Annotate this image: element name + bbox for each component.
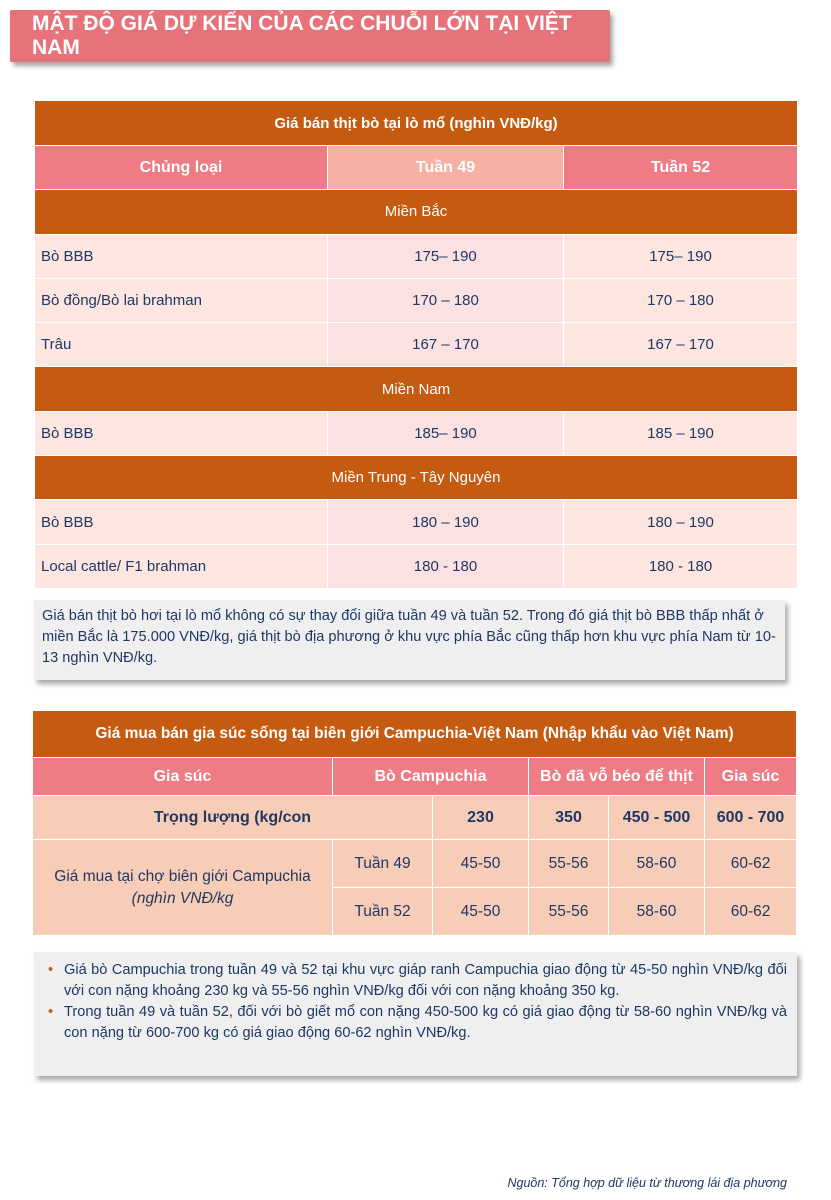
weight-value: 450 - 500 xyxy=(609,796,705,840)
note-bullet: • Trong tuần 49 và tuần 52, đối với bò giết mổ con nặng 450-500 kg có giá giao động từ 58-60 nghìn VNĐ/kg và con nặng từ 600-700 kg có giá giao động 60-62 nghìn VNĐ/kg. xyxy=(44,1002,787,1044)
column-header-week49: Tuần 49 xyxy=(328,146,564,190)
price-label-cell xyxy=(33,840,333,936)
price-value: 60-62 xyxy=(705,888,797,936)
note-bullet-list xyxy=(44,960,787,1044)
page-title-banner xyxy=(10,10,610,62)
cattle-type: Bò đồng/Bò lai brahman xyxy=(35,278,328,322)
region-row xyxy=(35,190,798,234)
price-value: 45-50 xyxy=(433,840,529,888)
border-cattle-price-table xyxy=(32,710,797,936)
note-text: Giá bán thịt bò hơi tại lò mổ không có sự thay đổi giữa tuần 49 và tuần 52. Trong đó giá thịt bò BBB thấp nhất ở miền Bắc là 175.000 VNĐ/kg, giá thịt bò địa phương ở khu vực phía Bắc cũng thấp hơn khu vực phía Nam từ 10-13 nghìn VNĐ/kg. xyxy=(42,608,776,666)
column-header-fattened-cattle: Bò đã vỗ béo để thịt xyxy=(529,758,705,796)
region-row xyxy=(35,367,798,411)
price-week52: 180 - 180 xyxy=(564,544,798,588)
table-row xyxy=(35,500,798,544)
table-title-row xyxy=(35,101,798,146)
cattle-type: Trâu xyxy=(35,323,328,367)
cattle-type: Bò BBB xyxy=(35,500,328,544)
price-value: 55-56 xyxy=(529,840,609,888)
note-bullet: • Giá bò Campuchia trong tuần 49 và 52 tại khu vực giáp ranh Campuchia giao động từ 45-50 nghìn VNĐ/kg đối với con nặng khoảng 230 kg và 55-56 nghìn VNĐ/kg đối với con nặng khoảng 350 kg. xyxy=(44,960,787,1002)
price-value: 58-60 xyxy=(609,888,705,936)
price-week49: 170 – 180 xyxy=(328,278,564,322)
table-row xyxy=(33,840,797,888)
cattle-type: Bò BBB xyxy=(35,234,328,278)
price-value: 58-60 xyxy=(609,840,705,888)
weight-label: Trọng lượng (kg/con xyxy=(33,796,433,840)
price-week49: 167 – 170 xyxy=(328,323,564,367)
price-week49: 180 - 180 xyxy=(328,544,564,588)
weight-value: 350 xyxy=(529,796,609,840)
table-row xyxy=(35,323,798,367)
price-week52: 175– 190 xyxy=(564,234,798,278)
table-title: Giá bán thịt bò tại lò mổ (nghìn VNĐ/kg) xyxy=(35,101,798,146)
price-week52: 185 – 190 xyxy=(564,411,798,455)
table-header-row xyxy=(35,146,798,190)
week-label: Tuần 52 xyxy=(333,888,433,936)
slaughterhouse-price-table xyxy=(34,100,798,589)
table-title-row xyxy=(33,711,797,758)
price-week49: 180 – 190 xyxy=(328,500,564,544)
region-name: Miền Trung - Tây Nguyên xyxy=(35,456,798,500)
price-value: 55-56 xyxy=(529,888,609,936)
page-title: MẬT ĐỘ GIÁ DỰ KIẾN CỦA CÁC CHUỖI LỚN TẠI VIỆT NAM xyxy=(32,12,572,59)
region-name: Miền Bắc xyxy=(35,190,798,234)
price-value: 60-62 xyxy=(705,840,797,888)
column-header-livestock: Gia súc xyxy=(33,758,333,796)
table-row xyxy=(35,278,798,322)
price-unit: (nghìn VNĐ/kg xyxy=(131,889,234,907)
slaughterhouse-note xyxy=(34,600,785,680)
price-week49: 185– 190 xyxy=(328,411,564,455)
price-week52: 167 – 170 xyxy=(564,323,798,367)
table-row xyxy=(35,544,798,588)
weight-value: 600 - 700 xyxy=(705,796,797,840)
source-note: Nguồn: Tổng hợp dữ liệu từ thương lái địa phương xyxy=(507,1176,787,1190)
cattle-type: Bò BBB xyxy=(35,411,328,455)
region-row xyxy=(35,456,798,500)
table-row xyxy=(35,234,798,278)
column-header-cambodia-cattle: Bò Campuchia xyxy=(333,758,529,796)
price-week52: 180 – 190 xyxy=(564,500,798,544)
column-header-livestock-2: Gia súc xyxy=(705,758,797,796)
price-week52: 170 – 180 xyxy=(564,278,798,322)
column-header-type: Chủng loại xyxy=(35,146,328,190)
table-row xyxy=(35,411,798,455)
cattle-type: Local cattle/ F1 brahman xyxy=(35,544,328,588)
region-name: Miền Nam xyxy=(35,367,798,411)
weight-row xyxy=(33,796,797,840)
price-value: 45-50 xyxy=(433,888,529,936)
weight-value: 230 xyxy=(433,796,529,840)
price-week49: 175– 190 xyxy=(328,234,564,278)
price-label: Giá mua tại chợ biên giới Campuchia xyxy=(54,867,311,885)
column-header-week52: Tuần 52 xyxy=(564,146,798,190)
table-header-row xyxy=(33,758,797,796)
table-title: Giá mua bán gia súc sống tại biên giới Campuchia-Việt Nam (Nhập khẩu vào Việt Nam) xyxy=(33,711,797,758)
week-label: Tuần 49 xyxy=(333,840,433,888)
border-price-note xyxy=(34,952,797,1076)
